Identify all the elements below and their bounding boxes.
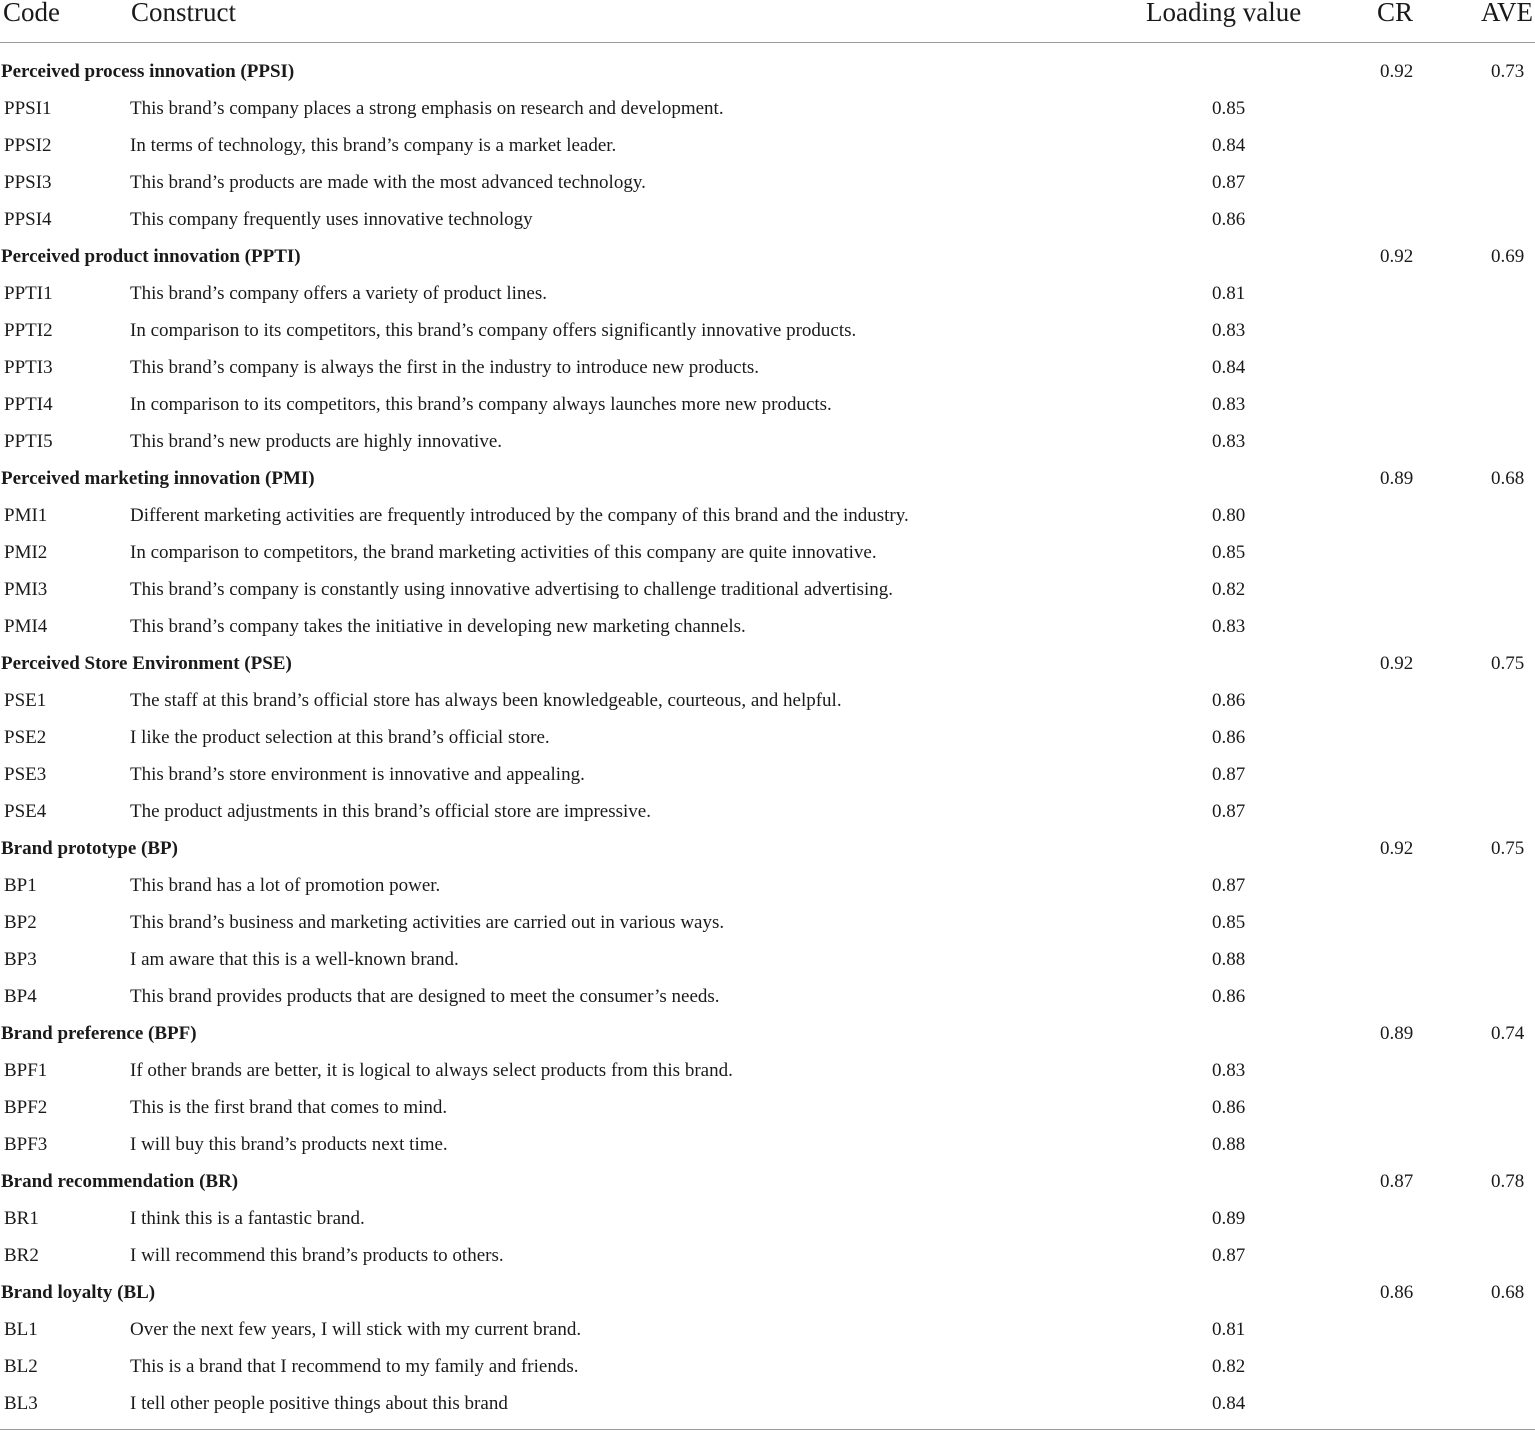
item-loading: 0.83 xyxy=(1212,394,1246,415)
group-row xyxy=(0,460,1535,497)
item-loading: 0.88 xyxy=(1212,1134,1246,1155)
table-row xyxy=(0,127,1535,164)
group-ave: 0.75 xyxy=(1491,653,1525,674)
group-title: Brand prototype (BP) xyxy=(1,838,178,859)
group-row xyxy=(0,1274,1535,1311)
item-loading: 0.83 xyxy=(1212,1060,1246,1081)
item-construct: The product adjustments in this brand’s official store are impressive. xyxy=(130,801,651,822)
group-title: Perceived Store Environment (PSE) xyxy=(1,653,292,674)
item-code: BL2 xyxy=(4,1356,38,1377)
header-code: Code xyxy=(3,0,60,27)
table-row xyxy=(0,978,1535,1015)
item-code: BR1 xyxy=(4,1208,39,1229)
table-body xyxy=(0,43,1535,1422)
item-code: BPF1 xyxy=(4,1060,48,1081)
item-construct: In comparison to competitors, the brand marketing activities of this company are quite innovative. xyxy=(130,542,877,563)
item-construct: I think this is a fantastic brand. xyxy=(130,1208,365,1229)
table-row xyxy=(0,608,1535,645)
item-code: PPTI1 xyxy=(4,283,53,304)
item-code: PPSI4 xyxy=(4,209,52,230)
group-title: Perceived process innovation (PPSI) xyxy=(1,61,295,82)
item-code: BPF3 xyxy=(4,1134,48,1155)
item-code: PMI1 xyxy=(4,505,48,526)
table-row xyxy=(0,1089,1535,1126)
bottom-rule xyxy=(0,1429,1535,1430)
table-row xyxy=(0,201,1535,238)
item-construct: In terms of technology, this brand’s company is a market leader. xyxy=(130,135,617,156)
group-cr: 0.87 xyxy=(1380,1171,1414,1192)
item-loading: 0.88 xyxy=(1212,949,1246,970)
item-construct: This brand’s new products are highly innovative. xyxy=(130,431,503,452)
item-loading: 0.86 xyxy=(1212,209,1246,230)
item-construct: Over the next few years, I will stick with my current brand. xyxy=(130,1319,582,1340)
group-title: Brand loyalty (BL) xyxy=(1,1282,156,1303)
table-row xyxy=(0,571,1535,608)
item-code: PSE2 xyxy=(4,727,47,748)
header-ave: AVE xyxy=(1481,0,1534,27)
table-row xyxy=(0,386,1535,423)
group-cr: 0.86 xyxy=(1380,1282,1414,1303)
group-cr: 0.92 xyxy=(1380,61,1414,82)
group-ave: 0.69 xyxy=(1491,246,1525,267)
item-code: BPF2 xyxy=(4,1097,48,1118)
header-loading-value: Loading value xyxy=(1146,0,1302,27)
item-code: PMI2 xyxy=(4,542,48,563)
table-row xyxy=(0,1385,1535,1422)
item-loading: 0.80 xyxy=(1212,505,1246,526)
group-row xyxy=(0,1015,1535,1052)
table-row xyxy=(0,1052,1535,1089)
group-cr: 0.92 xyxy=(1380,246,1414,267)
item-loading: 0.83 xyxy=(1212,616,1246,637)
item-construct: If other brands are better, it is logical to always select products from this brand. xyxy=(130,1060,733,1081)
group-cr: 0.92 xyxy=(1380,653,1414,674)
item-construct: This company frequently uses innovative technology xyxy=(130,209,533,230)
header-cr: CR xyxy=(1377,0,1414,27)
item-construct: This brand’s business and marketing activities are carried out in various ways. xyxy=(130,912,725,933)
item-code: PSE4 xyxy=(4,801,47,822)
group-title: Brand recommendation (BR) xyxy=(1,1171,239,1192)
group-row xyxy=(0,53,1535,90)
table-row xyxy=(0,497,1535,534)
group-cr: 0.92 xyxy=(1380,838,1414,859)
item-loading: 0.85 xyxy=(1212,912,1246,933)
item-construct: I like the product selection at this brand’s official store. xyxy=(130,727,550,748)
item-construct: This brand’s company takes the initiative in developing new marketing channels. xyxy=(130,616,746,637)
table-row xyxy=(0,867,1535,904)
item-loading: 0.85 xyxy=(1212,542,1246,563)
group-row xyxy=(0,645,1535,682)
item-loading: 0.89 xyxy=(1212,1208,1246,1229)
item-loading: 0.87 xyxy=(1212,875,1246,896)
item-code: BP2 xyxy=(4,912,37,933)
item-construct: This brand’s company places a strong emphasis on research and development. xyxy=(130,98,724,119)
item-code: BL3 xyxy=(4,1393,38,1414)
table-row xyxy=(0,682,1535,719)
group-cr: 0.89 xyxy=(1380,468,1414,489)
table-row xyxy=(0,1348,1535,1385)
item-code: PPTI4 xyxy=(4,394,53,415)
item-loading: 0.87 xyxy=(1212,801,1246,822)
item-code: BP4 xyxy=(4,986,37,1007)
group-ave: 0.73 xyxy=(1491,61,1525,82)
item-code: BP1 xyxy=(4,875,37,896)
item-construct: The staff at this brand’s official store has always been knowledgeable, courteous, and helpful. xyxy=(130,690,842,711)
group-title: Perceived product innovation (PPTI) xyxy=(1,246,301,267)
item-code: PPTI2 xyxy=(4,320,53,341)
table-row xyxy=(0,904,1535,941)
item-loading: 0.84 xyxy=(1212,1393,1246,1414)
item-construct: This brand’s company is always the first in the industry to introduce new products. xyxy=(130,357,759,378)
header-construct: Construct xyxy=(131,0,236,27)
group-ave: 0.68 xyxy=(1491,1282,1525,1303)
group-ave: 0.75 xyxy=(1491,838,1525,859)
item-code: BL1 xyxy=(4,1319,38,1340)
item-loading: 0.86 xyxy=(1212,986,1246,1007)
item-code: PPSI1 xyxy=(4,98,52,119)
item-loading: 0.84 xyxy=(1212,135,1246,156)
item-code: PSE3 xyxy=(4,764,47,785)
item-construct: I am aware that this is a well-known brand. xyxy=(130,949,459,970)
item-loading: 0.82 xyxy=(1212,1356,1246,1377)
item-loading: 0.86 xyxy=(1212,727,1246,748)
item-code: PSE1 xyxy=(4,690,47,711)
table-row xyxy=(0,1311,1535,1348)
item-code: PMI4 xyxy=(4,616,48,637)
item-construct: This brand’s store environment is innovative and appealing. xyxy=(130,764,585,785)
item-construct: This is a brand that I recommend to my family and friends. xyxy=(130,1356,579,1377)
item-loading: 0.81 xyxy=(1212,283,1246,304)
item-loading: 0.85 xyxy=(1212,98,1246,119)
group-row xyxy=(0,238,1535,275)
item-loading: 0.84 xyxy=(1212,357,1246,378)
item-code: PPTI5 xyxy=(4,431,53,452)
group-ave: 0.74 xyxy=(1491,1023,1525,1044)
item-loading: 0.82 xyxy=(1212,579,1246,600)
item-code: PPSI3 xyxy=(4,172,52,193)
item-construct: This brand’s company is constantly using innovative advertising to challenge traditional advertising. xyxy=(130,579,894,600)
item-loading: 0.87 xyxy=(1212,1245,1246,1266)
item-construct: In comparison to its competitors, this brand’s company offers significantly innovative products. xyxy=(130,320,857,341)
item-construct: I tell other people positive things about this brand xyxy=(130,1393,508,1414)
item-construct: Different marketing activities are frequently introduced by the company of this brand and the industry. xyxy=(130,505,909,526)
table-row xyxy=(0,423,1535,460)
item-loading: 0.86 xyxy=(1212,1097,1246,1118)
table-row xyxy=(0,275,1535,312)
table-header xyxy=(0,0,1535,43)
item-loading: 0.83 xyxy=(1212,431,1246,452)
table-row xyxy=(0,90,1535,127)
group-ave: 0.68 xyxy=(1491,468,1525,489)
item-loading: 0.86 xyxy=(1212,690,1246,711)
table-row xyxy=(0,1126,1535,1163)
item-code: PPSI2 xyxy=(4,135,52,156)
item-loading: 0.87 xyxy=(1212,172,1246,193)
group-row xyxy=(0,830,1535,867)
item-construct: I will recommend this brand’s products to others. xyxy=(130,1245,504,1266)
group-title: Brand preference (BPF) xyxy=(1,1023,197,1044)
table-row xyxy=(0,756,1535,793)
item-construct: I will buy this brand’s products next time. xyxy=(130,1134,448,1155)
item-code: BP3 xyxy=(4,949,37,970)
group-title: Perceived marketing innovation (PMI) xyxy=(1,468,315,489)
item-construct: This brand’s products are made with the most advanced technology. xyxy=(130,172,646,193)
item-code: BR2 xyxy=(4,1245,39,1266)
group-ave: 0.78 xyxy=(1491,1171,1525,1192)
item-construct: This brand has a lot of promotion power. xyxy=(130,875,441,896)
group-row xyxy=(0,1163,1535,1200)
item-loading: 0.83 xyxy=(1212,320,1246,341)
table-row xyxy=(0,534,1535,571)
table-row xyxy=(0,941,1535,978)
group-cr: 0.89 xyxy=(1380,1023,1414,1044)
item-loading: 0.87 xyxy=(1212,764,1246,785)
item-code: PMI3 xyxy=(4,579,48,600)
item-construct: This brand’s company offers a variety of product lines. xyxy=(130,283,548,304)
item-construct: This is the first brand that comes to mind. xyxy=(130,1097,448,1118)
table-row xyxy=(0,349,1535,386)
table-row xyxy=(0,164,1535,201)
table-row xyxy=(0,312,1535,349)
item-code: PPTI3 xyxy=(4,357,53,378)
table-row xyxy=(0,1200,1535,1237)
item-loading: 0.81 xyxy=(1212,1319,1246,1340)
table-row xyxy=(0,1237,1535,1274)
item-construct: This brand provides products that are designed to meet the consumer’s needs. xyxy=(130,986,720,1007)
item-construct: In comparison to its competitors, this brand’s company always launches more new products. xyxy=(130,394,832,415)
table-row xyxy=(0,793,1535,830)
table-row xyxy=(0,719,1535,756)
